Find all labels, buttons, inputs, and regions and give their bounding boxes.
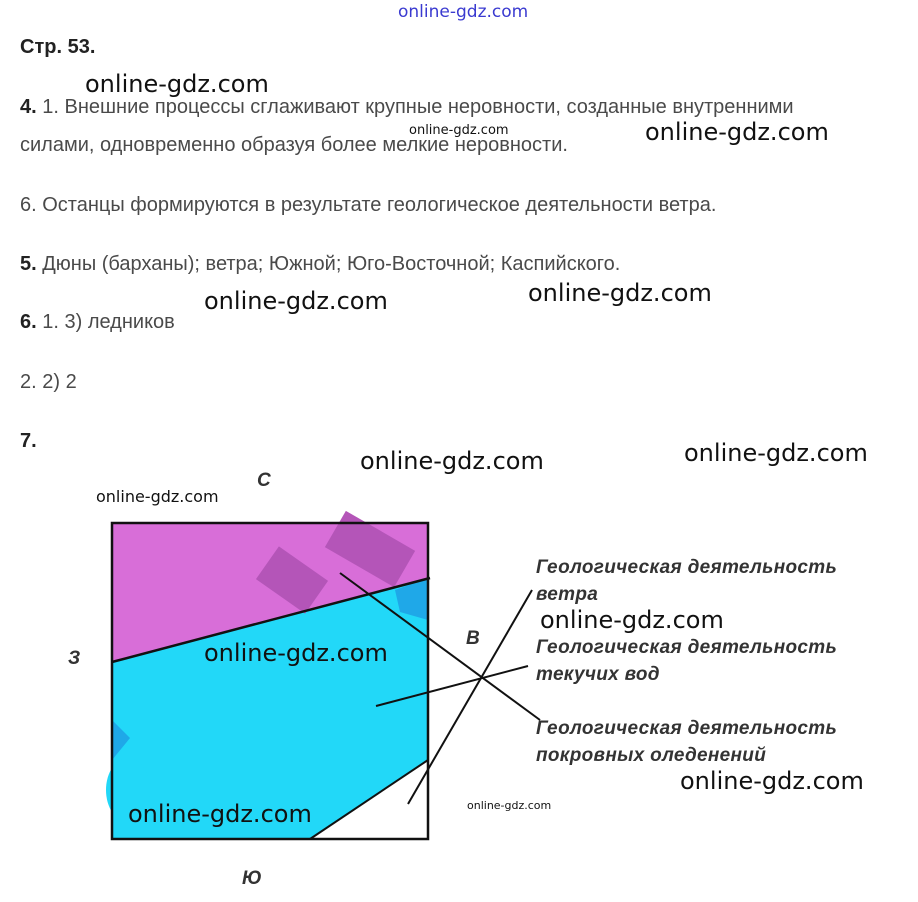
q6-line2: 2. 2) 2 [20,371,77,393]
watermark: online-gdz.com [684,439,868,467]
q6-number: 6. [20,311,37,333]
q7-number: 7. [20,430,37,452]
q5-number: 5. [20,253,37,275]
q5-answer: Дюны (барханы); ветра; Южной; Юго-Восточной; Каспийского. [42,253,621,275]
watermark: online-gdz.com [360,447,544,475]
q4-line2: силами, одновременно образуя более мелкие неровности. [20,134,568,156]
q4-number: 4. [20,96,37,118]
page-reference: Стр. 53. [20,36,96,58]
q4-line3: 6. Останцы формируются в результате геологическое деятельности ветра. [20,194,717,216]
watermark: online-gdz.com [204,287,388,315]
watermark: online-gdz.com [528,279,712,307]
label-rivers: Геологическая деятельность текучих вод [536,637,838,685]
watermark: online-gdz.com [645,118,829,146]
watermark: online-gdz.com [128,800,312,828]
compass-south: Ю [242,868,262,889]
watermark-top: online-gdz.com [398,2,529,22]
watermark: online-gdz.com [680,767,864,795]
compass-east: В [466,628,480,649]
label-wind: Геологическая деятельность ветра [536,557,838,605]
watermark: online-gdz.com [85,70,269,98]
watermark: online-gdz.com [409,123,509,138]
watermark: online-gdz.com [540,606,724,634]
watermark: online-gdz.com [204,639,388,667]
compass-north: С [257,470,271,491]
compass-west: З [68,648,81,669]
label-glaciers: Геологическая деятельность покровных оледенений [536,718,838,766]
q6-answer1: 1. 3) ледников [42,311,175,333]
watermark: online-gdz.com [467,799,552,812]
q4-answer1-text: 1. Внешние процессы сглаживают крупные неровности, созданные внутренними [42,96,794,118]
watermark: online-gdz.com [96,487,219,506]
